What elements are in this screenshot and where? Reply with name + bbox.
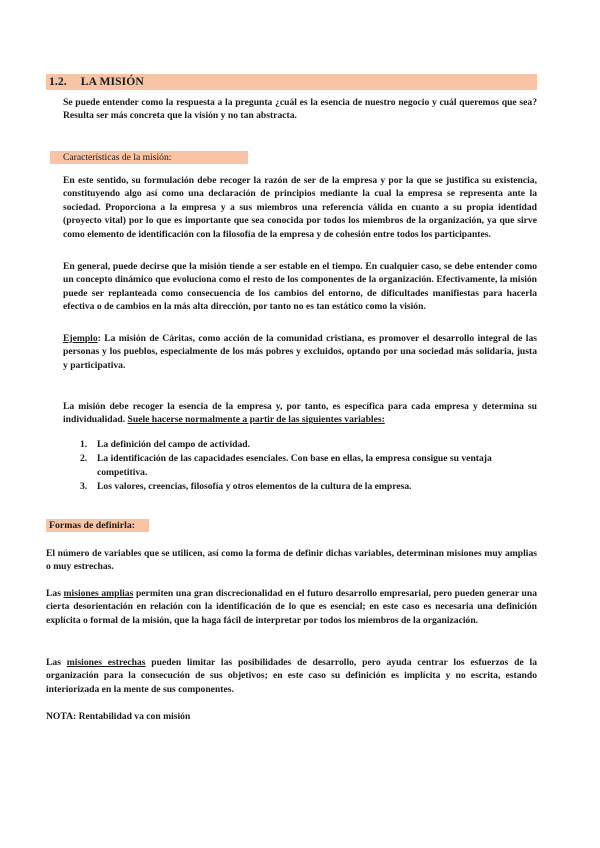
variables-list — [63, 438, 537, 494]
forms-paragraph-2 — [46, 587, 537, 627]
list-item — [63, 438, 537, 451]
forms-heading: Formas de definirla: — [46, 519, 149, 532]
characteristics-heading: Características de la misión: — [50, 151, 248, 164]
forms-p3-post: pueden limitar las posibilidades de desarrollo, pero ayuda centrar los esfuerzos de la organización para la consecución de sus objetivos; en este caso su definición es implícita y no escrita, estando interiorizada en la mente de sus componentes. — [46, 657, 538, 695]
section-heading — [46, 74, 537, 90]
forms-p2-post: permiten una gran discrecionalidad en el futuro desarrollo empresarial, pero pueden generar una cierta desorientación en relación con la identificación de lo que es esencial; en este caso es necesaria una definición explícita o formal de la misión, que la haga fácil de interpretar por todos los miembros de la organización. — [46, 588, 537, 626]
term-misiones-estrechas: misiones estrechas — [66, 657, 146, 668]
list-item-text: La definición del campo de actividad. — [97, 439, 250, 450]
forms-paragraph-1: El número de variables que se utilicen, así como la forma de definir dichas variables, determinan misiones muy amplias o muy estrechas. — [46, 548, 537, 573]
list-item — [63, 452, 537, 479]
variables-intro-underlined: Suele hacerse normalmente a partir de las siguientes variables: — [127, 414, 385, 426]
forms-paragraph-3 — [46, 656, 537, 696]
variables-intro-paragraph — [63, 400, 537, 427]
example-label: Ejemplo — [63, 333, 98, 344]
list-item-number: 2. — [80, 453, 88, 465]
list-item-text: Los valores, creencias, filosofía y otros elementos de la cultura de la empresa. — [97, 481, 412, 493]
list-item-text: La identificación de las capacidades esenciales. Con base en ellas, la empresa consigue su ventaja competitiva. — [97, 453, 492, 478]
intro-paragraph: Se puede entender como la respuesta a la pregunta ¿cuál es la esencia de nuestro negocio y cuál queremos que sea? Resulta ser más concreta que la visión y no tan abstracta. — [63, 97, 537, 122]
note-line: NOTA: Rentabilidad va con misión — [46, 711, 191, 722]
list-item — [63, 480, 537, 493]
example-paragraph — [63, 332, 537, 372]
forms-p2-pre: Las — [46, 588, 64, 599]
term-misiones-amplias: misiones amplias — [63, 588, 134, 599]
variables-intro-text: La misión debe recoger la esencia de la empresa y, por tanto, es específica para cada empresa y determina su individualidad. — [63, 401, 537, 426]
characteristics-paragraph-2: En general, puede decirse que la misión tiende a ser estable en el tiempo. En cualquier caso, se debe entender como un concepto dinámico que evoluciona como el resto de los componentes de la organización. Efectivamente, la misión puede ser replanteada como consecuencia de los cambios del entorno, de dificultades manifiestas para hacerla efectiva o de cambios en la más alta dirección, por tanto no es tan estático como la visión. — [63, 261, 537, 313]
list-item-number: 1. — [80, 439, 88, 450]
section-number: 1.2. — [49, 75, 67, 88]
list-item-number: 3. — [80, 481, 88, 493]
section-title: LA MISIÓN — [80, 75, 144, 88]
characteristics-paragraph-1: En este sentido, su formulación debe recoger la razón de ser de la empresa y por la que se justifica su existencia, constituyendo algo así como una declaración de principios mediante la cual la empresa se representa ante la sociedad. Proporciona a la empresa y a sus miembros una referencia válida en cuanto a su propia identidad (proyecto vital) por lo que es importante que sea conocida por todos los miembros de la organización, ya que sirve como elemento de identificación con la filosofía de la empresa y de cohesión entre todos los participantes. — [63, 175, 537, 240]
example-text: : La misión de Cáritas, como acción de la comunidad cristiana, es promover el desarrollo integral de las personas y los pueblos, especialmente de los más pobres y excluidos, optando por una sociedad más solidaria, justa y participativa. — [63, 333, 537, 371]
forms-p3-pre: Las — [46, 657, 67, 668]
